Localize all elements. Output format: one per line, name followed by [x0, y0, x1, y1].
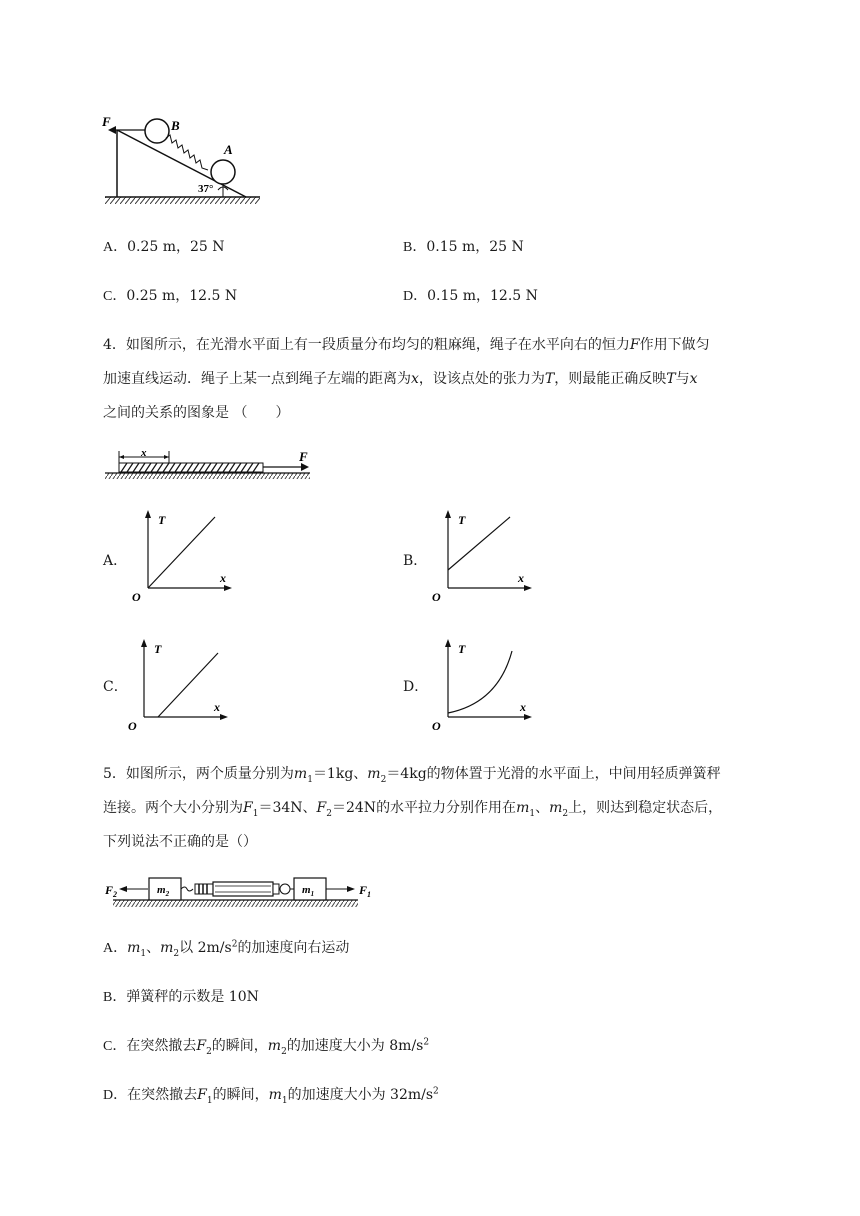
q4-graph-c-letter: C．	[103, 679, 128, 695]
q4-graph-b-letter: B．	[403, 553, 428, 569]
q4-graph-b	[428, 508, 538, 603]
q5-label-m2: $m_2$	[157, 884, 170, 898]
q4-rope-label-x: x	[141, 447, 147, 459]
q5-number: 5．	[103, 766, 126, 782]
svg-text:x: x	[520, 700, 526, 714]
q5-stem-line3: 下列说法不正确的是（）	[103, 834, 257, 850]
q5-option-b: B．弹簧秤的示数是 10N	[103, 989, 259, 1005]
q3-label-F: F	[102, 114, 111, 129]
q4-stem-line1: 4．如图所示，在光滑水平面上有一段质量分布均匀的粗麻绳，绳子在水平向右的恒力F作用下做匀	[103, 337, 710, 353]
q3-option-d	[403, 286, 538, 307]
q5-spring-scale-figure	[103, 872, 383, 912]
q4-rope-label-F: F	[299, 449, 308, 464]
q4-stem-line3: 之间的关系的图象是 （ ）	[103, 405, 290, 421]
q4-graph-d-letter: D．	[403, 679, 429, 695]
option-letter: A．	[103, 240, 128, 255]
option-letter: C．	[103, 289, 127, 304]
q5-label-m1: $m_1$	[302, 884, 315, 898]
svg-text:T: T	[458, 513, 466, 527]
q4-graph-d	[428, 637, 538, 732]
option-letter: B．	[403, 240, 427, 255]
q5-label-F2: $F_2$	[105, 883, 118, 899]
q4-stem-line2: 加速直线运动．绳子上某一点到绳子左端的距离为x，设该点处的张力为T，则最能正确反映T与x	[103, 371, 698, 387]
graph-c-curve	[158, 653, 218, 717]
svg-text:x: x	[214, 700, 220, 714]
svg-text:x: x	[518, 571, 524, 585]
svg-text:T: T	[154, 642, 162, 656]
q4-graph-c	[124, 637, 234, 732]
option-text: 0.25 m，25 N	[127, 239, 225, 255]
graph-d-curve	[448, 651, 512, 713]
option-text: 0.25 m，12.5 N	[126, 288, 238, 304]
svg-text:O: O	[128, 719, 137, 732]
q5-stem-line1: 5．如图所示，两个质量分别为$m_1=1kg$、$m_2=4kg$的物体置于光滑的水平面上，中间用轻质弹簧秤	[103, 766, 721, 785]
q5-option-c: C．在突然撤去$F_2$的瞬间，$m_2$的加速度大小为 $8m/s^2$	[103, 1037, 430, 1057]
graph-a-curve	[148, 517, 215, 588]
q3-label-A: A	[224, 142, 233, 157]
q5-stem-line2: 连接。两个大小分别为$F_1=34N$、$F_2=24N$的水平拉力分别作用在$m_1$、$m_2$上，则达到稳定状态后，	[103, 800, 723, 819]
q4-rope-figure	[103, 446, 313, 486]
q3-option-a	[103, 237, 225, 258]
svg-text:T: T	[458, 642, 466, 656]
option-letter: D．	[403, 289, 428, 304]
q5-option-a: A．$m_1$、$m_2$以 $2m/s^2$的加速度向右运动	[103, 939, 350, 959]
option-text: 0.15 m，12.5 N	[427, 288, 538, 304]
svg-text:O: O	[432, 719, 441, 732]
svg-text:O: O	[132, 590, 141, 603]
q3-label-B: B	[171, 118, 180, 133]
q4-graph-a	[128, 508, 238, 603]
svg-text:T: T	[158, 513, 166, 527]
q4-number: 4．	[103, 337, 126, 353]
q5-option-d: D．在突然撤去$F_1$的瞬间，$m_1$的加速度大小为 $32m/s^2$	[103, 1086, 439, 1106]
svg-text:O: O	[432, 590, 441, 603]
q5-label-F1: $F_1$	[359, 883, 372, 899]
q3-label-angle: 37°	[198, 183, 214, 195]
q4-graph-a-letter: A．	[103, 553, 128, 569]
q3-incline-figure	[100, 108, 265, 210]
svg-text:x: x	[220, 571, 226, 585]
option-text: 0.15 m，25 N	[426, 239, 524, 255]
q3-option-c	[103, 286, 237, 307]
q3-option-b	[403, 237, 524, 258]
